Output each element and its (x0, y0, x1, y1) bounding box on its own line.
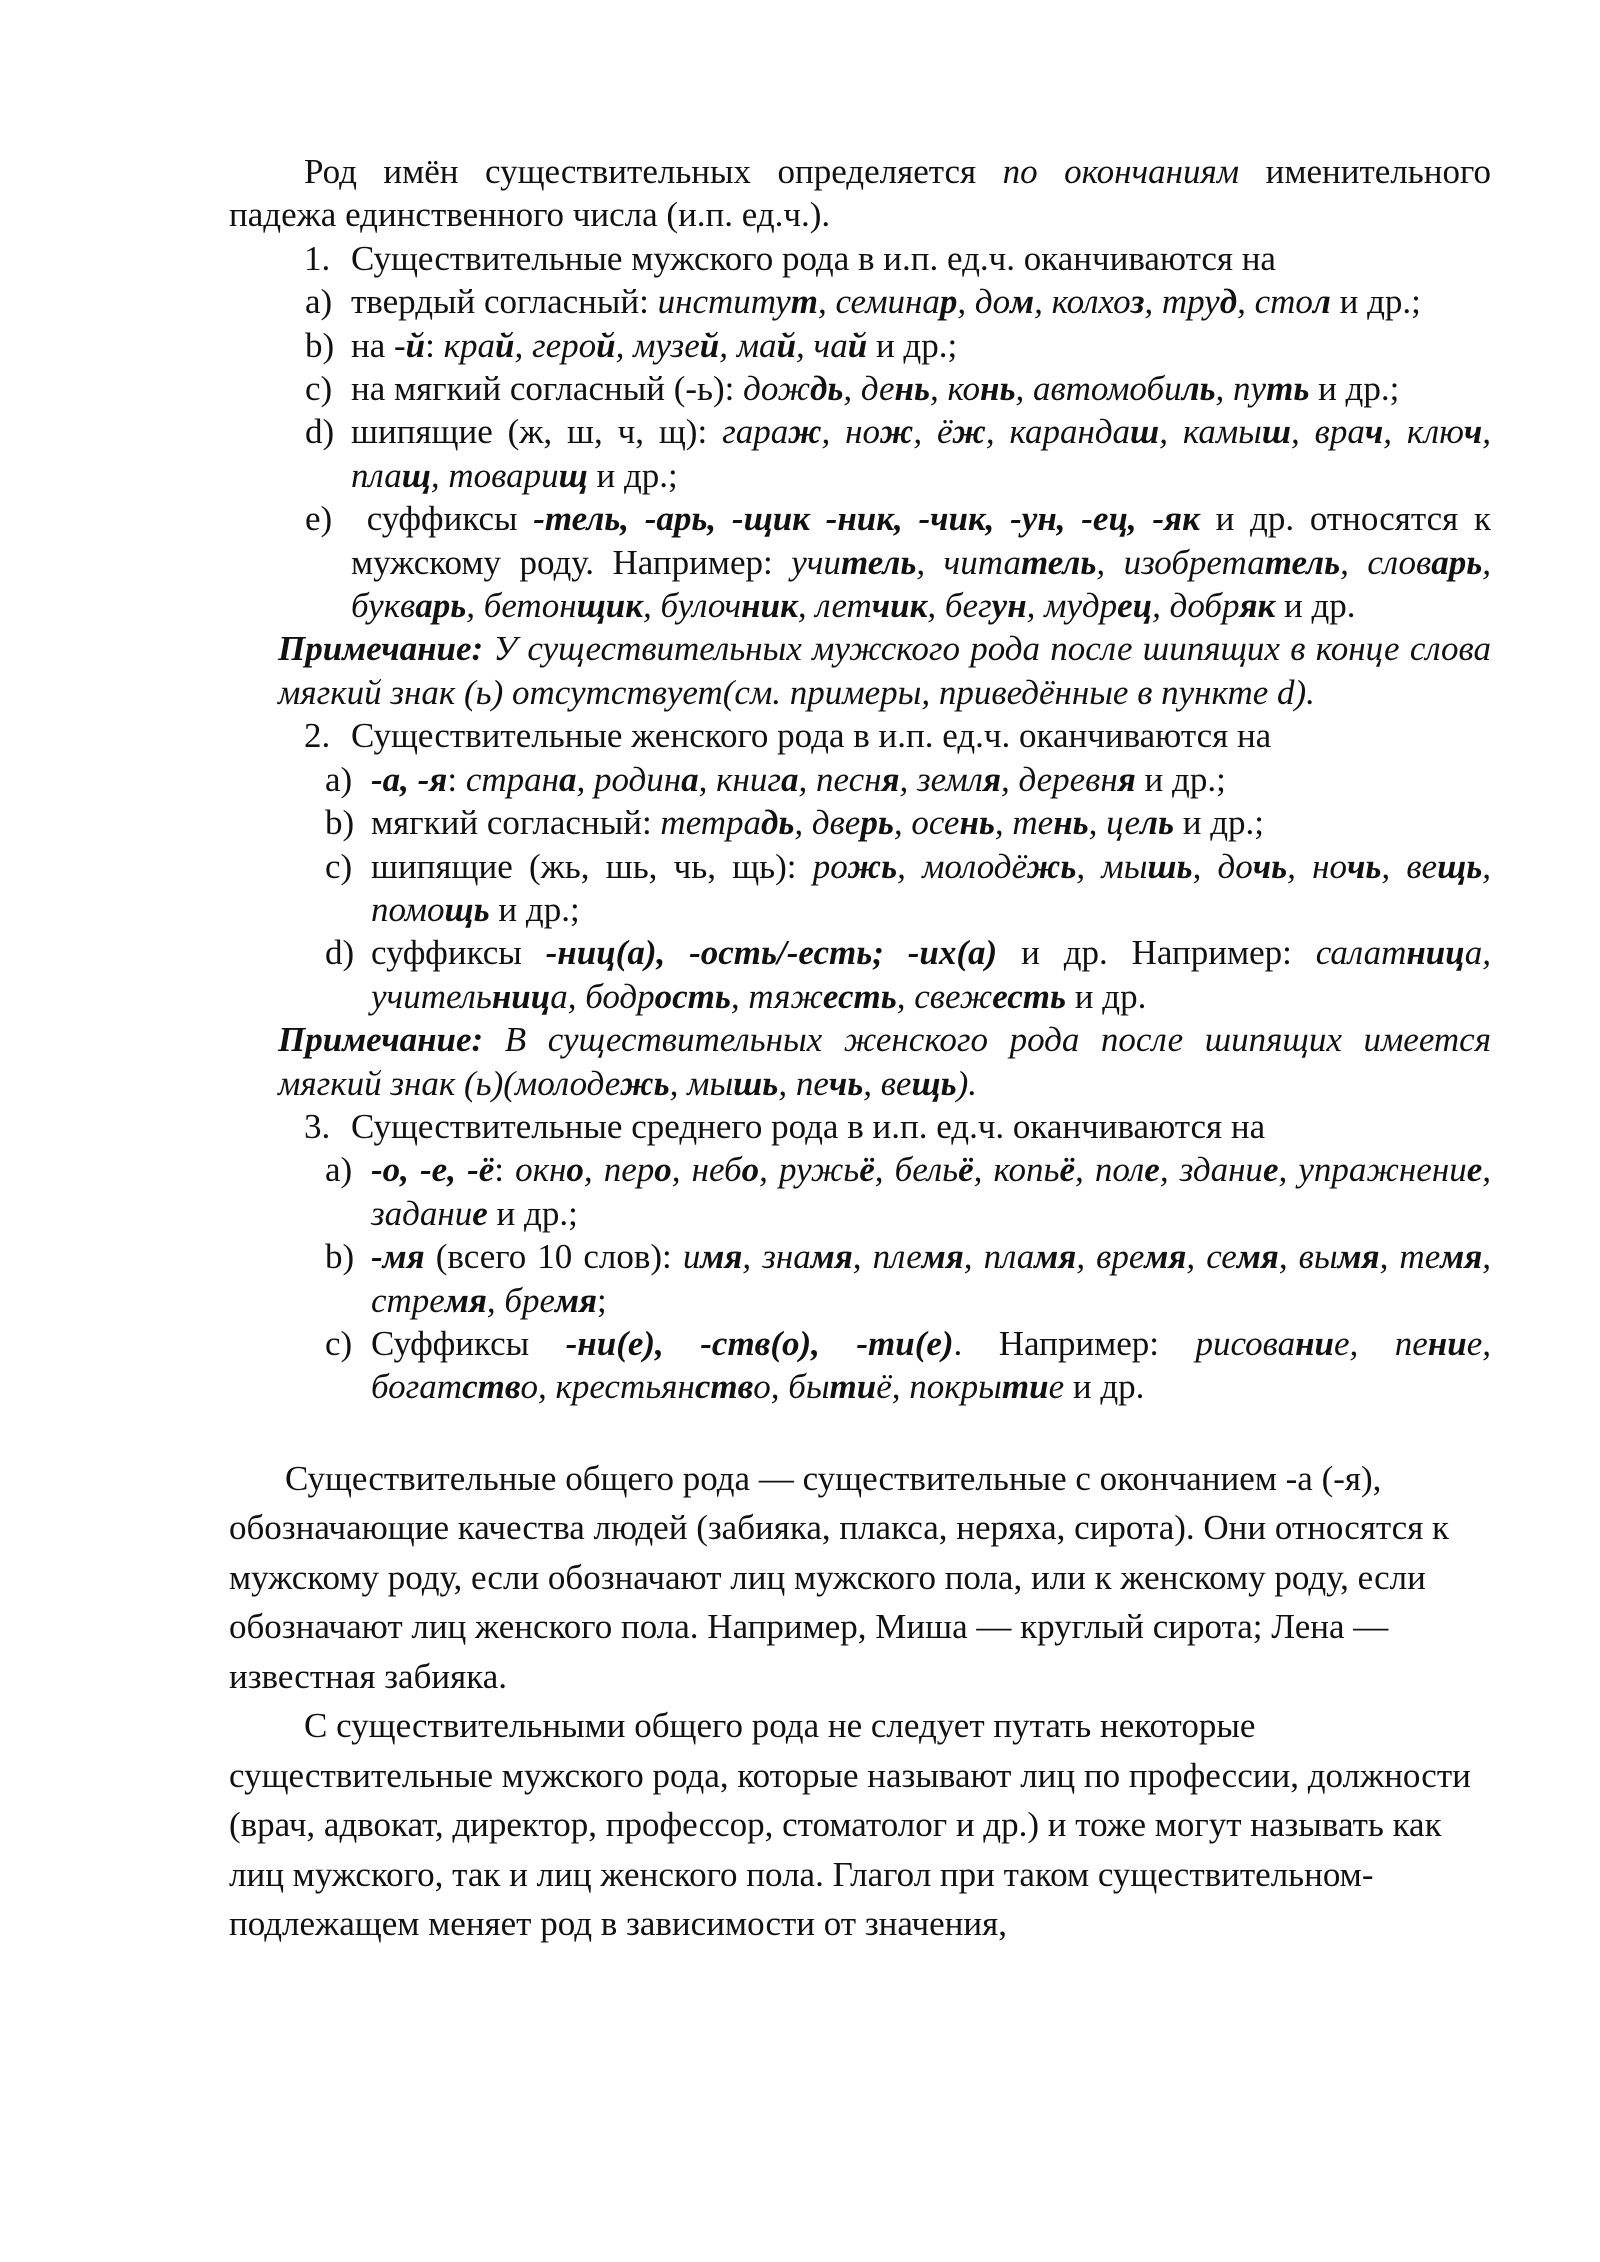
intro-paragraph: Род имён существительных определяется по окончаниям именительного падежа единственного числа (и.п. ед.ч.). (229, 152, 1491, 235)
list-item-text: шипящие (жь, шь, чь, щь): рожь, молодёжь, мышь, дочь, ночь, вещь, помощь и др.; (371, 846, 1492, 929)
list-marker: d) (305, 412, 335, 452)
list-item (229, 1235, 1491, 1322)
list-marker: c) (305, 369, 333, 409)
list-marker: e) (305, 499, 333, 539)
list-item-text: -о, -е, -ё: окно, перо, небо, ружьё, бельё, копьё, поле, здание, упражнение, задание и др.; (371, 1150, 1491, 1233)
list-marker: b) (305, 325, 335, 365)
section-masculine-heading (229, 237, 1491, 280)
list-item (229, 367, 1491, 410)
list-marker: a) (325, 1150, 353, 1190)
section-title: Существительные мужского рода в и.п. ед.ч. оканчиваются на (351, 238, 1276, 278)
list-item-text: Суффиксы -ни(е), -ств(о), -ти(е). Например: рисование, пение, богатство, крестьянство, бытиё, покрытие и др. (371, 1323, 1491, 1407)
list-item (229, 410, 1491, 497)
section-title: Существительные женского рода в и.п. ед.ч. оканчиваются на (351, 716, 1272, 756)
section-neuter-heading (229, 1105, 1491, 1148)
section-title: Существительные среднего рода в и.п. ед.ч. оканчиваются на (351, 1106, 1266, 1146)
neuter-items (229, 1148, 1491, 1408)
masculine-items (229, 280, 1491, 627)
list-marker: a) (325, 759, 353, 799)
list-item (229, 280, 1491, 323)
list-item-text: на -й: край, герой, музей, май, чай и др.; (351, 325, 958, 365)
list-item-text: мягкий согласный: тетрадь, дверь, осень, тень, цель и др.; (371, 803, 1265, 843)
note-masculine: Примечание: У существительных мужского рода после шипящих в конце слова мягкий знак (ь) отсутствует(см. примеры, приведённые в пункте d). (278, 629, 1491, 712)
list-marker: d) (325, 933, 355, 973)
list-marker: 2. (304, 716, 331, 756)
list-item-text: суффиксы -тель, -арь, -щик -ник, -чик, -ун, -ец, -як и др. относятся к мужскому роду. Например: учитель, читатель, изобретатель, словарь, букварь, бетонщик, булочник, летчик, бегун, мудрец, добряк и др. (351, 499, 1491, 626)
list-item (229, 931, 1491, 1018)
document-page (229, 150, 1491, 1949)
list-marker: b) (325, 803, 355, 843)
list-marker: a) (305, 282, 333, 322)
list-item (229, 758, 1491, 801)
common-gender-paragraph: Существительные общего рода — существительные с окончанием -а (-я), обозначающие качества людей (забияка, плакса, неряха, сирота). Они относятся к мужскому роду, если обозначают лиц мужского пола, или к женскому роду, если обозначают лиц женского пола. Например, Миша — круглый сирота; Лена — известная забияка. (229, 1458, 1450, 1696)
note-feminine: Примечание: В существительных женского рода после шипящих имеется мягкий знак (ь)(молодежь, мышь, печь, вещь). (278, 1020, 1491, 1103)
common-gender-note-paragraph: С существительными общего рода не следует путать некоторые существительные мужского рода, которые называют лиц по профессии, должности (врач, адвокат, директор, профессор, стоматолог и др.) и тоже могут называть как лиц мужского, так и лиц женского пола. Глагол при таком существительном-подлежащем меняет род в зависимости от значения, (229, 1706, 1471, 1944)
section-feminine-heading (229, 714, 1491, 757)
list-item (229, 1148, 1491, 1235)
list-item-text: на мягкий согласный (-ь): дождь, день, конь, автомобиль, путь и др.; (351, 369, 1400, 409)
list-item-text: -а, -я: страна, родина, книга, песня, земля, деревня и др.; (371, 759, 1226, 799)
list-marker: c) (325, 846, 353, 886)
list-item (229, 1322, 1491, 1409)
list-item (229, 845, 1491, 932)
list-item (229, 801, 1491, 844)
list-item (229, 497, 1491, 627)
list-marker: b) (325, 1237, 355, 1277)
list-item-text: твердый согласный: институт, семинар, дом, колхоз, труд, стол и др.; (351, 282, 1421, 322)
feminine-items (229, 758, 1491, 1018)
list-item (229, 324, 1491, 367)
list-marker: 1. (304, 238, 331, 278)
spacer (229, 1409, 1491, 1454)
list-item-text: шипящие (ж, ш, ч, щ): гараж, нож, ёж, карандаш, камыш, врач, ключ, плащ, товарищ и др.; (351, 412, 1491, 495)
list-item-text: суффиксы -ниц(а), -ость/-есть; -их(а) и др. Например: салатница, учительница, бодрость, тяжесть, свежесть и др. (371, 933, 1491, 1016)
list-item-text: -мя (всего 10 слов): имя, знамя, племя, пламя, время, семя, вымя, темя, стремя, бремя; (371, 1237, 1491, 1320)
list-marker: 3. (304, 1106, 331, 1146)
list-marker: c) (325, 1323, 353, 1363)
